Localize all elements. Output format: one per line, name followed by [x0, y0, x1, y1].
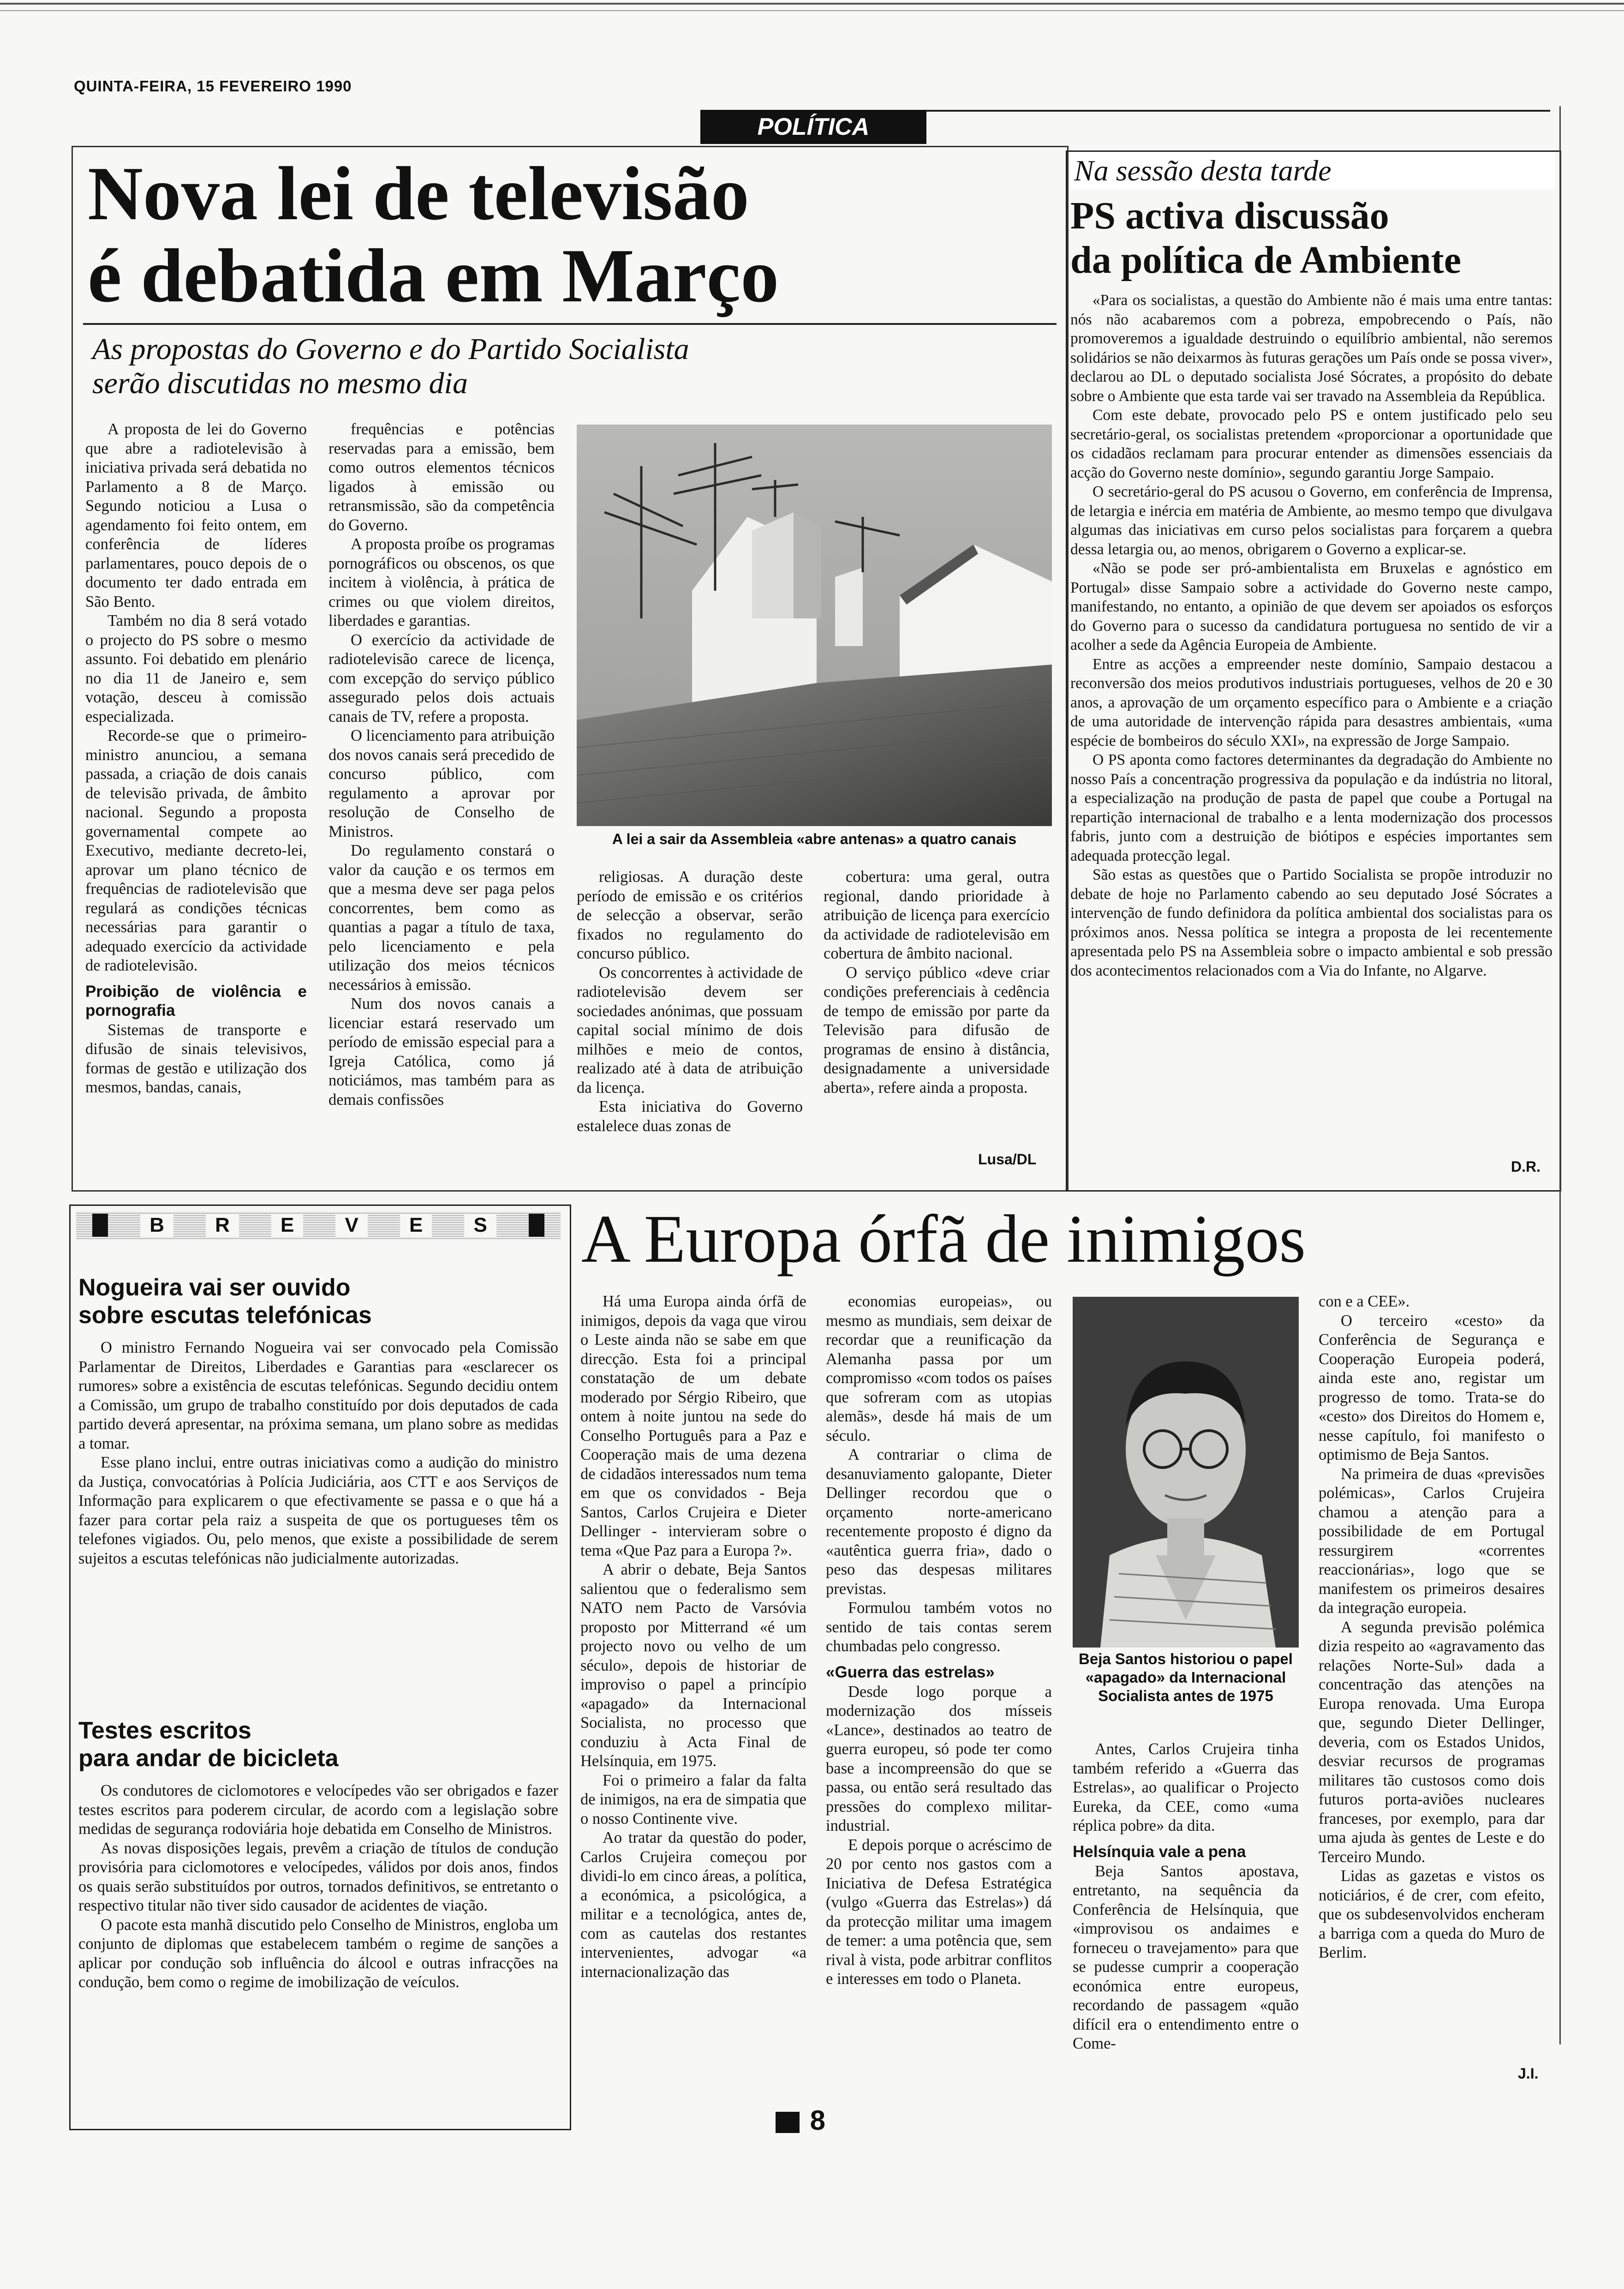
paragraph: A contrariar o clima de desanuviamento galopante, Dieter Dellinger recordou que o orçamento norte-americano recentemente proposto é digno da «autêntica guerra fria», dado o peso das despesas militares previstas. [826, 1446, 1052, 1598]
paragraph: O ministro Fernando Nogueira vai ser convocado pela Comissão Parlamentar de Direitos, Liberdades e Garantias para «esclarecer os rumores» sobre a existência de escutas telefónicas. Segundo decidiu ontem a Comissão, um grupo de trabalho constituído por dois deputados de cada partido deverá apresentar, na próxima semana, um plano sobre as medidas a tomar. [78, 1339, 558, 1452]
paragraph: O licenciamento para atribuição dos novos canais será precedido de concurso público, com regulamento a aprovar por resolução de Conselho de Ministros. [328, 727, 555, 840]
banner-letter: R [206, 1214, 239, 1237]
paragraph: Também no dia 8 será votado o projecto do PS sobre o mesmo assunto. Foi debatido em plenário no dia 11 de Janeiro e, sem votação, desceu à comissão especializada. [85, 612, 307, 725]
paragraph: Num dos novos canais a licenciar estará reservado um período de emissão especial para a Igreja Católica, como já noticiámos, mas também para as demais confissões [328, 995, 555, 1109]
paragraph: Esta iniciativa do Governo estalelece duas zonas de [577, 1098, 803, 1135]
section-subhead: Helsínquia vale a pena [1073, 1842, 1246, 1861]
paragraph: E depois porque o acréscimo de 20 por cento nos gastos com a Iniciativa de Defesa Estratégica (vulgo «Guerra das Estrelas») dá da protecção militar uma imagem de temer: a uma potência que, sem rival à vista, pode arbitrar conflitos e interesses em todo o Planeta. [826, 1836, 1052, 1988]
paragraph: economias europeias», ou mesmo as mundiais, sem deixar de recordar que a reunificação da Alemanha passa por um compromisso «com todos os países que sofreram com as utopias alemãs», desde há mais de um século. [826, 1293, 1052, 1444]
article3-column-2 [826, 1292, 1052, 2091]
paragraph: Os concorrentes à actividade de radiotelevisão devem ser sociedades anónimas, que possuam capital social mínimo de dois milhões e meio de contos, realizado até à data de atribuição da licença. [577, 964, 803, 1097]
article3-column-1 [580, 1292, 806, 2091]
paragraph: Foi o primeiro a falar da falta de inimigos, na era de simpatia que o nosso Continente vive. [580, 1771, 806, 1828]
article1-subhead [92, 332, 830, 401]
article3-column-3 [1073, 1740, 1299, 2091]
paragraph: O secretário-geral do PS acusou o Governo, em conferência de Imprensa, de letargia e inércia em matéria de Ambiente, ao mesmo tempo que divulgava algumas das iniciativas em curso pelos socialistas para forçarem a quebra dessa letargia ou, ao menos, obrigarem o Governo a explicar-se. [1070, 483, 1552, 558]
article2-headline [1070, 194, 1555, 282]
article1-photo [577, 425, 1052, 826]
article2-kicker: Na sessão desta tarde [1070, 152, 1555, 189]
paragraph: Esse plano inclui, entre outras iniciativas como a audição do ministro da Justiça, convocatórias à Polícia Judiciária, aos CTT e aos Serviços de Informação para explicarem o que efectivamente se passa e o que há a fazer para cortar pela raiz a suspeita de que os portugueses têm os telefones vigiados. Ou, pelo menos, que existe a possibilidade de serem sujeitos a escutas telefónicas não judicialmente autorizadas. [78, 1454, 558, 1567]
title-line-1: Nogueira vai ser ouvido [78, 1274, 351, 1301]
top-border-line-2 [0, 10, 1624, 11]
title-line-2: para andar de bicicleta [78, 1745, 339, 1772]
paragraph: Antes, Carlos Crujeira tinha também referido a «Guerra das Estrelas», ao qualificar o Projecto Eureka, da CEE, como «uma réplica pobre» da dita. [1073, 1740, 1299, 1834]
paragraph: «Para os socialistas, a questão do Ambiente não é mais uma entre tantas: nós não acabaremos com a pobreza, empobrecendo o País, não promoveremos a igualdade destruindo o equilíbrio ambiental, não seremos solidários se não deixarmos às futuras gerações um País onde se possa viver», declarou ao DL o deputado socialista José Sócrates, a propósito do debate sobre o Ambiente que esta tarde vai ser travado na Assembleia da República. [1070, 292, 1552, 405]
article1-signature: Lusa/DL [978, 1151, 1037, 1168]
breves-item1-body [78, 1338, 558, 1675]
paragraph: Os condutores de ciclomotores e velocípedes vão ser obrigados e fazer testes escritos para poderem circular, de acordo com a legislação sobre medidas de segurança rodoviária hoje debatida em Conselho de Ministros. [78, 1782, 558, 1838]
section-label-text: POLÍTICA [757, 114, 870, 140]
section-label [700, 110, 926, 144]
title-line-1: Testes escritos [78, 1717, 251, 1744]
paragraph: Na primeira de duas «previsões polémicas», Carlos Crujeira chamou a atenção para a possibilidade de em Portugal ressurgirem «correntes reaccionárias», logo que se manifestem os primeiros desaires da integração europeia. [1319, 1465, 1545, 1617]
paragraph: Sistemas de transporte e difusão de sinais televisivos, formas de gestão e utilização dos mesmos, bandas, canais, [85, 1021, 307, 1096]
headline-line-2: é debatida em Março [88, 233, 779, 318]
article1-headline [88, 152, 1010, 317]
paragraph: A proposta de lei do Governo que abre a radiotelevisão à iniciativa privada será debatida no Parlamento a 8 de Março. Segundo noticiou a Lusa o agendamento foi feito ontem, em conferência de líderes parlamentares, pouco depois de o documento ter dado entrada em São Bento. [85, 420, 307, 611]
paragraph: Formulou também votos no sentido de tais contas serem chumbadas pelo congresso. [826, 1599, 1052, 1655]
right-margin-line [1559, 106, 1561, 2044]
article1-column-1 [85, 420, 307, 1177]
top-border-line [0, 3, 1624, 5]
section-subhead: Proibição de violência e pornografia [85, 982, 307, 1019]
antennas-rooftop-image [577, 425, 1052, 826]
article2-body [1070, 291, 1552, 1158]
paragraph: Há uma Europa ainda órfã de inimigos, depois da vaga que virou o Leste ainda não se sabe em que direcção. Esta foi a principal constatação de um debate moderado por Sérgio Ribeiro, que ontem à noite juntou na sede do Conselho Português para a Paz e Cooperação mais de uma dezena de cidadãos interessados num tema em que os convidados - Beja Santos, Carlos Crujeira e Dieter Dellinger - intervieram sobre o tema «Que Paz para a Europa ?». [580, 1293, 806, 1559]
banner-letter: B [140, 1214, 173, 1237]
banner-letter: E [271, 1214, 303, 1237]
headline-line-1: PS activa discussão [1070, 194, 1389, 237]
paragraph: frequências e potências reservadas para a emissão, bem como outros elementos técnicos ligados à emissão ou retransmissão, são da competência do Governo. [328, 420, 555, 534]
breves-item1-title [78, 1274, 558, 1329]
paragraph: O serviço público «deve criar condições preferenciais à cedência de tempo de emissão por parte da Televisão para difusão de programas de ensino à distância, designadamente a universidade aberta», refere ainda a proposta. [824, 964, 1050, 1097]
banner-letter: E [400, 1214, 432, 1237]
banner-block [529, 1214, 544, 1237]
paragraph: Lidas as gazetas e vistos os noticiários, é de crer, com efeito, que os subdesenvolvidos encheram a barriga com a queda do Muro de Berlim. [1319, 1867, 1545, 1961]
paragraph: O exercício da actividade de radiotelevisão carece de licença, com excepção do serviço público assegurado pelos dois actuais canais de TV, refere a proposta. [328, 631, 555, 725]
paragraph: cobertura: uma geral, outra regional, dando prioridade à atribuição de licença para exercício da actividade de radiotelevisão em cobertura de âmbito nacional. [824, 868, 1050, 962]
page-number-marker [776, 2112, 800, 2133]
subhead-line-1: As propostas do Governo e do Partido Socialista [92, 332, 689, 366]
breves-item2-body [78, 1781, 558, 2114]
portrait-image [1073, 1297, 1299, 1648]
banner-block [92, 1214, 108, 1237]
article1-photo-caption: A lei a sair da Assembleia «abre antenas» a quatro canais [612, 831, 1017, 847]
article3-photo [1073, 1297, 1299, 1648]
paragraph: Ao tratar da questão do poder, Carlos Crujeira começou por dividi-lo em cinco áreas, a política, a económica, a psicológica, a militar e a tecnológica, antes de, com as cautelas dos restantes intervenientes, advogar «a internacionalização das [580, 1829, 806, 1981]
breves-item2-title [78, 1717, 558, 1772]
article3-column-4 [1319, 1292, 1545, 2058]
title-line-2: sobre escutas telefónicas [78, 1302, 372, 1329]
article3-photo-caption: Beja Santos historiou o papel «apagado» da Internacional Socialista antes de 1975 [1079, 1650, 1293, 1704]
paragraph: con e a CEE». [1319, 1293, 1410, 1310]
article3-signature: J.I. [1518, 2065, 1539, 2082]
dateline: QUINTA-FEIRA, 15 FEVEREIRO 1990 [74, 78, 352, 95]
article2-signature: D.R. [1511, 1158, 1540, 1175]
article1-column-4 [824, 868, 1050, 1144]
paragraph: Entre as acções a empreender neste domínio, Sampaio destacou a reconversão dos meios produtivos industriais portugueses, velhos de 20 e 30 anos, a aprovação de um orçamento específico para o Ambiente e a criação de uma autoridade de intervenção rápida para desastres ambientais, «uma espécie de bombeiros do século XXI», na expressão de Jorge Sampaio. [1070, 655, 1552, 749]
subhead-line-2: serão discutidas no mesmo dia [92, 366, 468, 400]
paragraph: As novas disposições legais, prevêm a criação de títulos de condução provisória para ciclomotores e velocípedes, válidos por dois anos, findos os quais serão substituídos por outros, tornados definitivos, se entretanto o respectivo titular não tiver sido causador de acidentes de viação. [78, 1839, 558, 1914]
article3-headline: A Europa órfã de inimigos [581, 1201, 1306, 1277]
headline-line-2: da política de Ambiente [1070, 239, 1462, 282]
banner-letter: S [464, 1214, 496, 1237]
headline-line-1: Nova lei de televisão [88, 151, 749, 236]
breves-banner [76, 1211, 561, 1239]
paragraph: A proposta proíbe os programas pornográficos ou obscenos, os que incitem à violência, à prática de crimes ou que violem direitos, liberdades e garantias. [328, 535, 555, 629]
paragraph: O terceiro «cesto» da Conferência de Segurança e Cooperação Europeia poderá, ainda este ano, registar um progresso de tomo. Trata-se do «cesto» dos Direitos do Homem e, nesse capítulo, foi manifesto o optimismo de Beja Santos. [1319, 1312, 1545, 1463]
paragraph: O PS aponta como factores determinantes da degradação do Ambiente no nosso País a concentração progressiva da população e da indústria no litoral, a especialização na produção de pasta de papel que coube a Portugal na repartição internacional de trabalho e a lenta modernização dos processos fabris, junto com a destruição de biótipos e espécies importantes sem adequada protecção legal. [1070, 751, 1552, 864]
page-number [766, 2104, 835, 2137]
paragraph: Beja Santos apostava, entretanto, na sequência da Conferência de Helsínquia, que «improvisou os andaimes e forneceu o travejamento» para que se pudesse cumprir a cooperação económica entre europeus, recordando de passagem «quão difícil era o entendimento entre o Come- [1073, 1862, 1299, 2052]
paragraph: Desde logo porque a modernização dos mísseis «Lance», destinados ao teatro de guerra europeu, só pode ter como base a incompreensão do que se passa, ou então será resultado das pressões do complexo militar-industrial. [826, 1683, 1052, 1834]
paragraph: O pacote esta manhã discutido pelo Conselho de Ministros, engloba um conjunto de diplomas que estabelecem também o regime de sanções a aplicar por condução sob influência do álcool e outras infracções na condução, bem como o regime de imobilização de veículos. [78, 1916, 558, 1991]
paragraph: A abrir o debate, Beja Santos salientou que o federalismo sem NATO nem Pacto de Varsóvia proposto por Mitterrand «é um projecto novo ou velho de um século», depois de historiar de improviso o papel a princípio «apagado» da Internacional Socialista, no processo que conduziu à Acta Final de Helsínquia, em 1975. [580, 1561, 806, 1770]
paragraph: «Não se pode ser pró-ambientalista em Bruxelas e agnóstico em Portugal» disse Sampaio sobre a actividade do Governo neste campo, manifestando, no entanto, a opinião de que devem ser apoiados os esforços do Governo para o sucesso da candidatura portuguesa no sentido de vir a acolher a sede da Agência Europeia de Ambiente. [1070, 560, 1552, 653]
paragraph: Do regulamento constará o valor da caução e os termos em que a mesma deve ser paga pelos concorrentes, bem como as quantias a pagar a título de taxa, pelo licenciamento e pela utilização dos meios técnicos necessários à emissão. [328, 842, 555, 994]
article1-column-2 [328, 420, 555, 1177]
paragraph: A segunda previsão polémica dizia respeito ao «agravamento das relações Norte-Sul» dada a concentração das atenções na Europa renovada. Uma Europa que, segundo Dieter Dellinger, deveria, com os Estados Unidos, desviar recursos de programas militares tão custosos como dois futuros porta-aviões nucleares franceses, por exemplo, para dar uma ajuda às gentes de Leste e do Terceiro Mundo. [1319, 1618, 1545, 1866]
banner-letter: V [335, 1214, 367, 1237]
section-subhead: «Guerra das estrelas» [826, 1663, 995, 1681]
article1-column-3 [577, 868, 803, 1168]
paragraph: religiosas. A duração deste período de emissão e os critérios de selecção a observar, serão fixados no regulamento do concurso público. [577, 868, 803, 962]
article1-headline-rule [83, 323, 1057, 325]
paragraph: Recorde-se que o primeiro-ministro anunciou, a semana passada, a criação de dois canais de televisão privada, de âmbito nacional. Segundo a proposta governamental compete ao Executivo, mediante decreto-lei, aprovar um plano técnico de frequências de radiotelevisão que regulará as condições técnicas necessárias para garantir o adequado exercício da actividade de radiotelevisão. [85, 727, 307, 974]
page-number-text: 8 [810, 2105, 826, 2136]
paragraph: São estas as questões que o Partido Socialista se propõe introduzir no debate de hoje no Parlamento cabendo ao seu deputado José Sócrates a intervenção de fundo definidora da política ambiental dos socialistas para os próximos anos. Nessa política se integra a proposta de lei recentemente apresentada pelo PS na Assembleia sobre o impacto ambiental e sob pressão dos acontecimentos relacionados com a Via do Infante, no Algarve. [1070, 866, 1552, 979]
paragraph: Com este debate, provocado pelo PS e ontem justificado pelo seu secretário-geral, os socialistas pretendem «proporcionar a oportunidade que os cidadãos reclamam para procurar entender as dimensões essenciais da acção do Governo neste domínio», segundo garantiu Jorge Sampaio. [1070, 407, 1552, 481]
